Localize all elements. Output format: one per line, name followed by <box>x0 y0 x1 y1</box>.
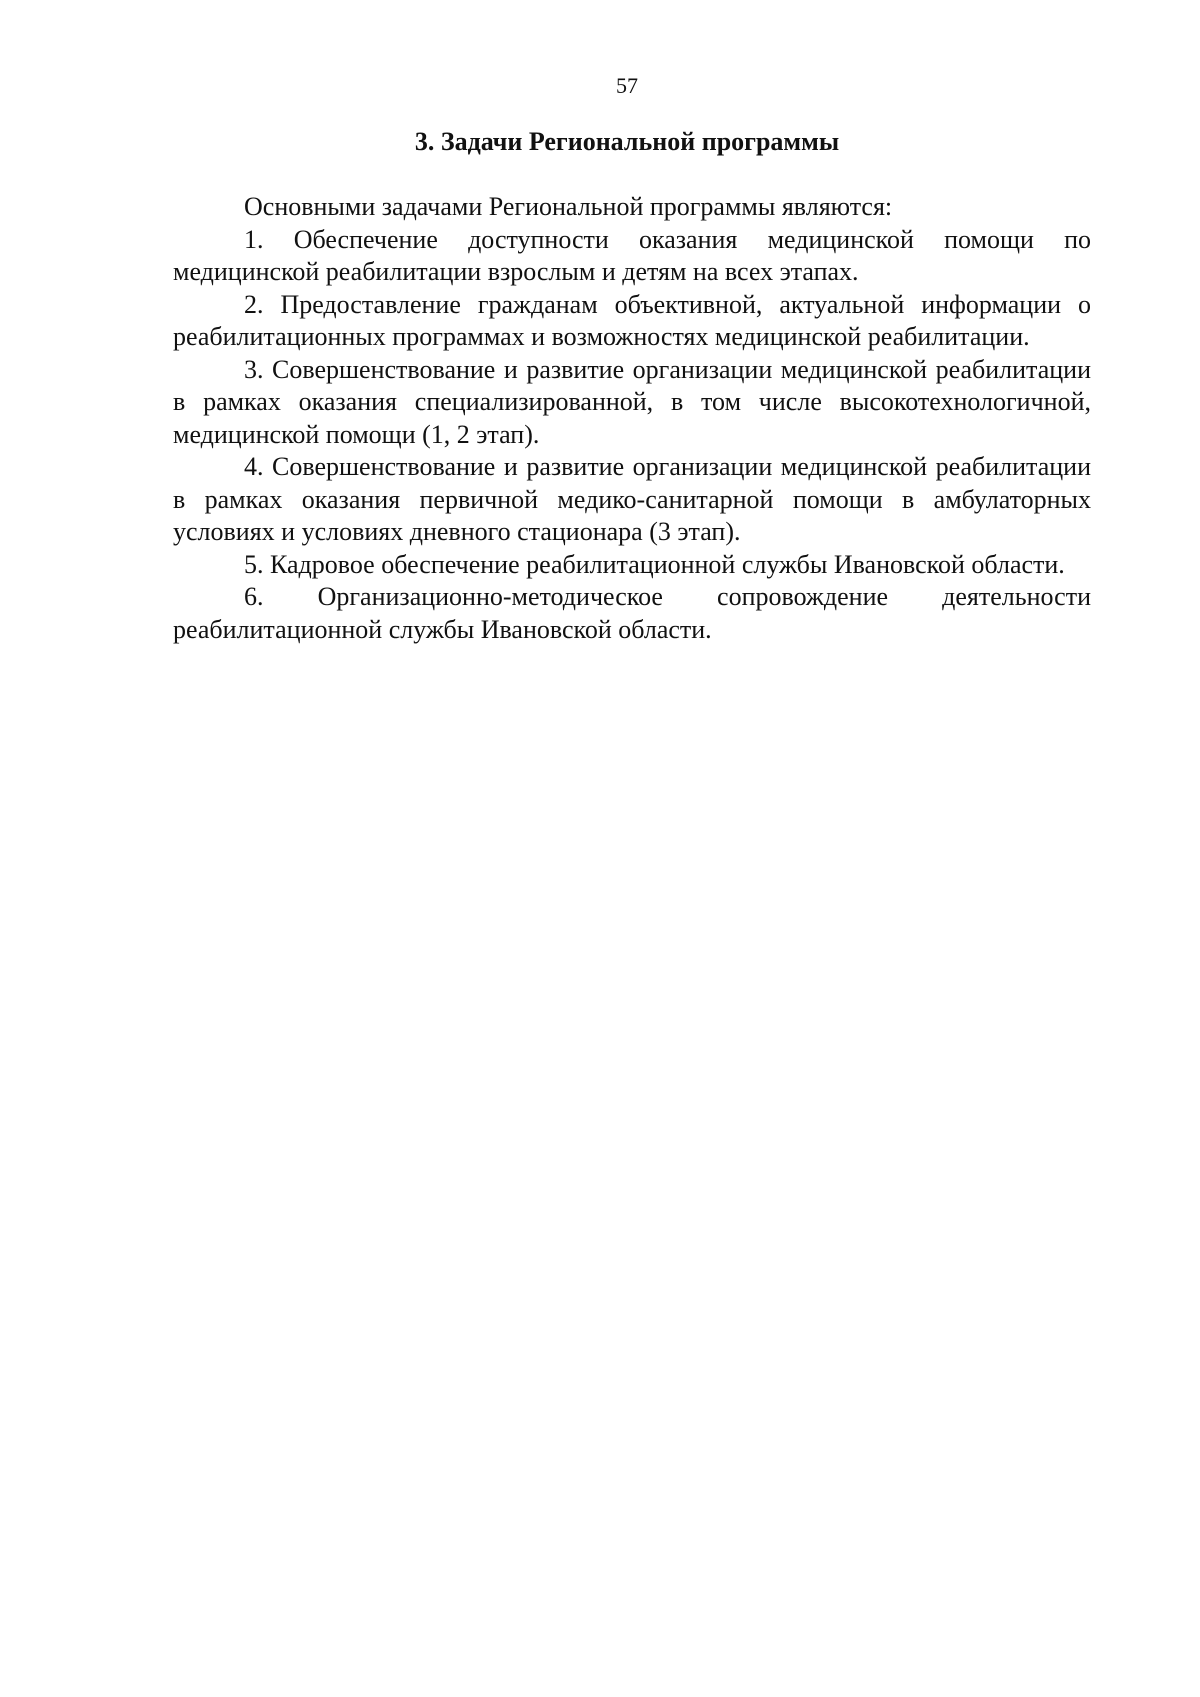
task-item-3: 3. Совершенствование и развитие организации медицинской реабилитации в рамках оказания специализированной, в том числе высокотехнологичной, медицинской помощи (1, 2 этап). <box>173 354 1091 449</box>
task-item-4: 4. Совершенствование и развитие организации медицинской реабилитации в рамках оказания первичной медико-санитарной помощи в амбулаторных условиях и условиях дневного стационара (3 этап). <box>173 452 1091 546</box>
intro-paragraph: Основными задачами Региональной программы являются: <box>244 192 893 221</box>
task-item-1: 1. Обеспечение доступности оказания медицинской помощи по медицинской реабилитации взрослым и детям на всех этапах. <box>173 224 1091 286</box>
task-item-2: 2. Предоставление гражданам объективной, актуальной информации о реабилитационных программах и возможностях медицинской реабилитации. <box>173 289 1091 351</box>
task-item-5: 5. Кадровое обеспечение реабилитационной службы Ивановской области. <box>244 549 1065 579</box>
page-number: 57 <box>616 73 638 98</box>
section-heading: 3. Задачи Региональной программы <box>414 127 840 156</box>
task-item-6: 6. Организационно-методическое сопровождение деятельности реабилитационной службы Ивановской области. <box>173 582 1091 644</box>
section-body <box>173 191 1091 646</box>
